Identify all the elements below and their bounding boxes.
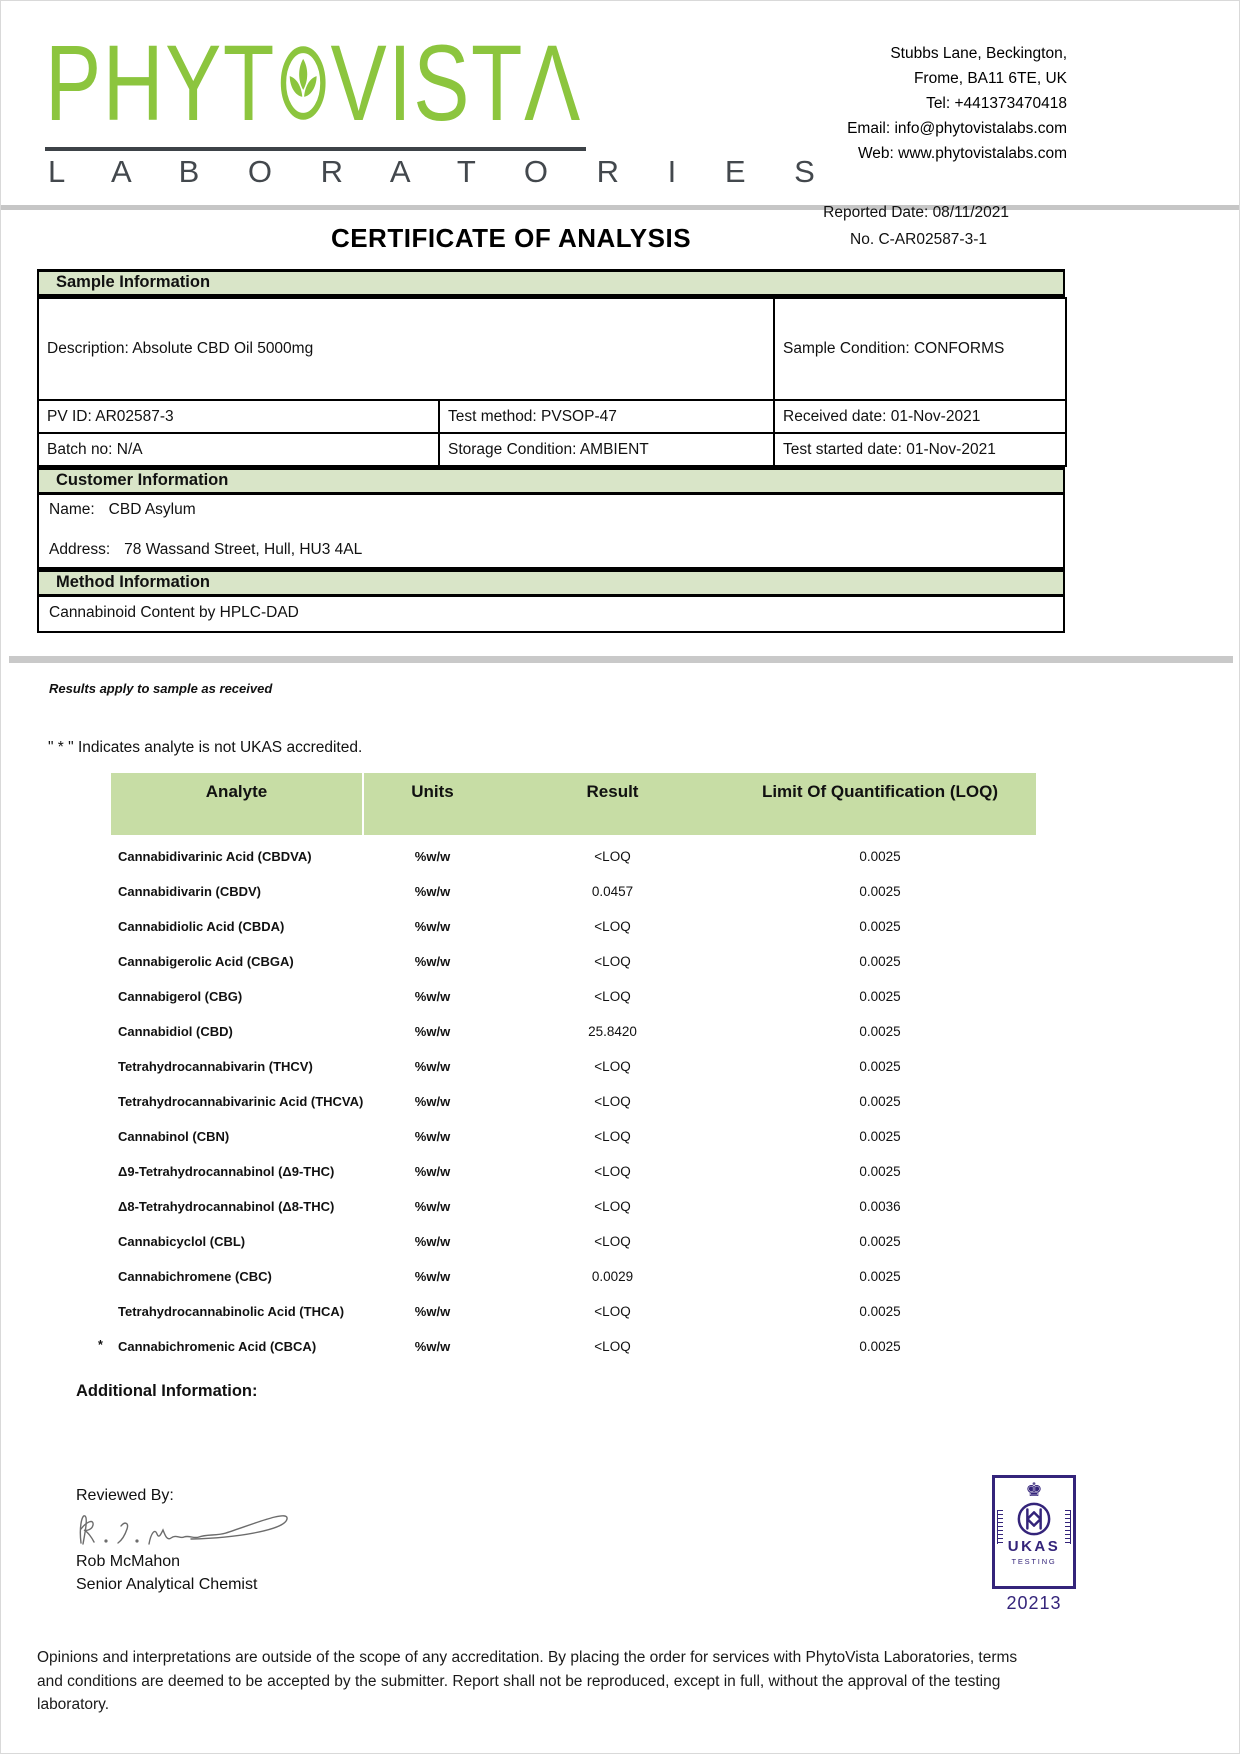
row-result: <LOQ xyxy=(594,919,631,934)
row-analyte: Cannabigerolic Acid (CBGA) xyxy=(118,954,294,969)
sample-information-header: Sample Information xyxy=(37,269,1065,297)
row-result: <LOQ xyxy=(594,1339,631,1354)
row-analyte: Tetrahydrocannabivarin (THCV) xyxy=(118,1059,313,1074)
table-row xyxy=(111,1119,1036,1154)
column-header-units: Units xyxy=(411,782,454,801)
lab-contact-block xyxy=(847,41,1067,166)
row-loq: 0.0025 xyxy=(859,919,901,934)
row-loq: 0.0025 xyxy=(859,1339,901,1354)
row-units: %w/w xyxy=(414,884,451,899)
results-table xyxy=(98,773,1036,1364)
row-loq: 0.0025 xyxy=(859,884,901,899)
row-loq: 0.0025 xyxy=(859,1024,901,1039)
row-result: <LOQ xyxy=(594,1234,631,1249)
row-analyte: Cannabinol (CBN) xyxy=(118,1129,230,1144)
customer-name-row xyxy=(49,501,1053,519)
row-result: 0.0457 xyxy=(591,884,634,899)
row-loq: 0.0025 xyxy=(859,849,901,864)
table-row xyxy=(111,1154,1036,1189)
row-analyte: Cannabigerol (CBG) xyxy=(118,989,243,1004)
row-analyte: Cannabidivarinic Acid (CBDVA) xyxy=(118,849,312,864)
ruler-left-icon xyxy=(997,1510,1003,1544)
row-result: <LOQ xyxy=(594,1304,631,1319)
crown-icon: ♚ xyxy=(1025,1480,1043,1501)
row-units: %w/w xyxy=(414,1094,451,1109)
contact-address-line1: Stubbs Lane, Beckington, xyxy=(890,45,1067,62)
certificate-number: No. C-AR02587-3-1 xyxy=(850,231,987,248)
additional-information-title: Additional Information: xyxy=(76,1382,258,1400)
table-row xyxy=(111,839,1036,874)
table-row xyxy=(111,874,1036,909)
logo-subtitle: L A B O R A T O R I E S xyxy=(48,154,835,189)
reviewed-by-label: Reviewed By: xyxy=(76,1487,174,1504)
row-result: <LOQ xyxy=(594,849,631,864)
row-result: <LOQ xyxy=(594,1094,631,1109)
customer-address-label: Address: xyxy=(49,541,111,558)
row-result: 25.8420 xyxy=(588,1024,637,1039)
row-units: %w/w xyxy=(414,1304,451,1319)
row-units: %w/w xyxy=(414,1024,451,1039)
row-units: %w/w xyxy=(414,849,451,864)
table-row xyxy=(111,1259,1036,1294)
phytovista-logo xyxy=(45,22,733,143)
test-method: Test method: PVSOP-47 xyxy=(439,400,774,433)
table-row xyxy=(111,1014,1036,1049)
row-analyte: Tetrahydrocannabinolic Acid (THCA) xyxy=(118,1304,345,1319)
row-loq: 0.0025 xyxy=(859,1094,901,1109)
batch-no: Batch no: N/A xyxy=(38,433,439,466)
column-header-analyte: Analyte xyxy=(111,773,364,835)
row-units: %w/w xyxy=(414,1129,451,1144)
row-loq: 0.0025 xyxy=(859,1059,901,1074)
customer-name-value: CBD Asylum xyxy=(108,501,196,518)
row-loq: 0.0025 xyxy=(859,1164,901,1179)
row-units: %w/w xyxy=(414,1269,451,1284)
row-units: %w/w xyxy=(414,1234,451,1249)
row-analyte: Tetrahydrocannabivarinic Acid (THCVA) xyxy=(118,1094,364,1109)
row-loq: 0.0025 xyxy=(859,1304,901,1319)
reviewer-signature xyxy=(71,1501,296,1556)
ukas-number: 20213 xyxy=(1006,1593,1062,1613)
method-information-box: Cannabinoid Content by HPLC-DAD xyxy=(37,597,1065,633)
logo-word-part1: PHYT xyxy=(45,22,276,143)
row-analyte: Cannabicyclol (CBL) xyxy=(118,1234,246,1249)
ruler-right-icon xyxy=(1065,1510,1071,1544)
test-started-date: Test started date: 01-Nov-2021 xyxy=(774,433,1066,466)
row-loq: 0.0025 xyxy=(859,954,901,969)
row-analyte: Δ9-Tetrahydrocannabinol (Δ9-THC) xyxy=(118,1164,335,1179)
leaf-icon xyxy=(279,44,327,122)
row-analyte: Cannabidivarin (CBDV) xyxy=(118,884,262,899)
row-loq: 0.0025 xyxy=(859,1129,901,1144)
row-asterisk: * xyxy=(98,1338,103,1352)
logo-word-part2: VISTΛ xyxy=(330,22,582,143)
row-result: <LOQ xyxy=(594,1129,631,1144)
row-loq: 0.0036 xyxy=(859,1199,901,1214)
method-information-header: Method Information xyxy=(37,569,1065,597)
accreditation-note: " * " Indicates analyte is not UKAS accredited. xyxy=(48,739,363,756)
results-note: Results apply to sample as received xyxy=(49,681,273,696)
row-analyte: Cannabichromenic Acid (CBCA) xyxy=(118,1339,317,1354)
logo-underline xyxy=(45,147,586,151)
row-result: <LOQ xyxy=(594,1199,631,1214)
results-table-header xyxy=(111,773,1036,835)
row-analyte: Cannabichromene (CBC) xyxy=(118,1269,272,1284)
row-analyte: Cannabidiolic Acid (CBDA) xyxy=(118,919,285,934)
pv-id: PV ID: AR02587-3 xyxy=(38,400,439,433)
ukas-accreditation-mark xyxy=(992,1475,1076,1614)
ukas-symbol-icon xyxy=(1016,1501,1052,1537)
customer-information-header: Customer Information xyxy=(37,467,1065,495)
table-row xyxy=(111,1084,1036,1119)
column-header-loq: Limit Of Quantification (LOQ) xyxy=(761,782,999,801)
ukas-box xyxy=(992,1475,1076,1589)
section-divider xyxy=(9,656,1233,663)
ukas-sub-label: TESTING xyxy=(1011,1556,1057,1566)
row-loq: 0.0025 xyxy=(859,1269,901,1284)
contact-email: Email: info@phytovistalabs.com xyxy=(847,120,1067,137)
row-units: %w/w xyxy=(414,1164,451,1179)
table-row xyxy=(111,1224,1036,1259)
customer-address-value: 78 Wassand Street, Hull, HU3 4AL xyxy=(124,541,363,558)
table-row xyxy=(111,979,1036,1014)
table-row xyxy=(98,1329,1036,1364)
row-analyte: Δ8-Tetrahydrocannabinol (Δ8-THC) xyxy=(118,1199,335,1214)
contact-address-line2: Frome, BA11 6TE, UK xyxy=(913,70,1067,87)
results-table-body xyxy=(98,835,1036,1364)
reviewer-name: Rob McMahon xyxy=(76,1553,181,1570)
sample-condition: Sample Condition: CONFORMS xyxy=(774,298,1066,400)
row-units: %w/w xyxy=(414,954,451,969)
reported-date: Reported Date: 08/11/2021 xyxy=(823,204,1009,221)
customer-information-box xyxy=(37,495,1065,569)
footer-disclaimer: Opinions and interpretations are outside of the scope of any accreditation. By placing the order for services with PhytoVista Laboratories, terms and conditions are deemed to be accepted by the submitter. Report shall not be reproduced, except in full, without the approval of the testing laboratory. xyxy=(37,1649,1018,1713)
customer-name-label: Name: xyxy=(49,501,95,518)
row-result: <LOQ xyxy=(594,989,631,1004)
table-row xyxy=(111,1189,1036,1224)
ukas-label: UKAS xyxy=(1007,1537,1061,1555)
reviewer-title: Senior Analytical Chemist xyxy=(76,1576,258,1593)
header-divider xyxy=(1,205,1240,210)
contact-web: Web: www.phytovistalabs.com xyxy=(857,145,1067,162)
info-sections xyxy=(37,269,1065,633)
row-units: %w/w xyxy=(414,1059,451,1074)
row-units: %w/w xyxy=(414,1199,451,1214)
row-result: 0.0029 xyxy=(591,1269,634,1284)
row-loq: 0.0025 xyxy=(859,1234,901,1249)
contact-tel: Tel: +441373470418 xyxy=(926,95,1067,112)
sample-description: Description: Absolute CBD Oil 5000mg xyxy=(38,298,774,400)
row-units: %w/w xyxy=(414,1339,451,1354)
table-row xyxy=(111,1049,1036,1084)
row-result: <LOQ xyxy=(594,1059,631,1074)
page-title: CERTIFICATE OF ANALYSIS xyxy=(330,223,692,253)
row-loq: 0.0025 xyxy=(859,989,901,1004)
customer-address-row xyxy=(49,541,1053,559)
received-date: Received date: 01-Nov-2021 xyxy=(774,400,1066,433)
row-result: <LOQ xyxy=(594,1164,631,1179)
row-units: %w/w xyxy=(414,919,451,934)
table-row xyxy=(111,944,1036,979)
row-analyte: Cannabidiol (CBD) xyxy=(118,1024,233,1039)
sample-information-table xyxy=(37,297,1067,467)
table-row xyxy=(111,1294,1036,1329)
table-row xyxy=(111,909,1036,944)
row-units: %w/w xyxy=(414,989,451,1004)
row-result: <LOQ xyxy=(594,954,631,969)
storage-condition: Storage Condition: AMBIENT xyxy=(439,433,774,466)
column-header-result: Result xyxy=(586,782,639,801)
